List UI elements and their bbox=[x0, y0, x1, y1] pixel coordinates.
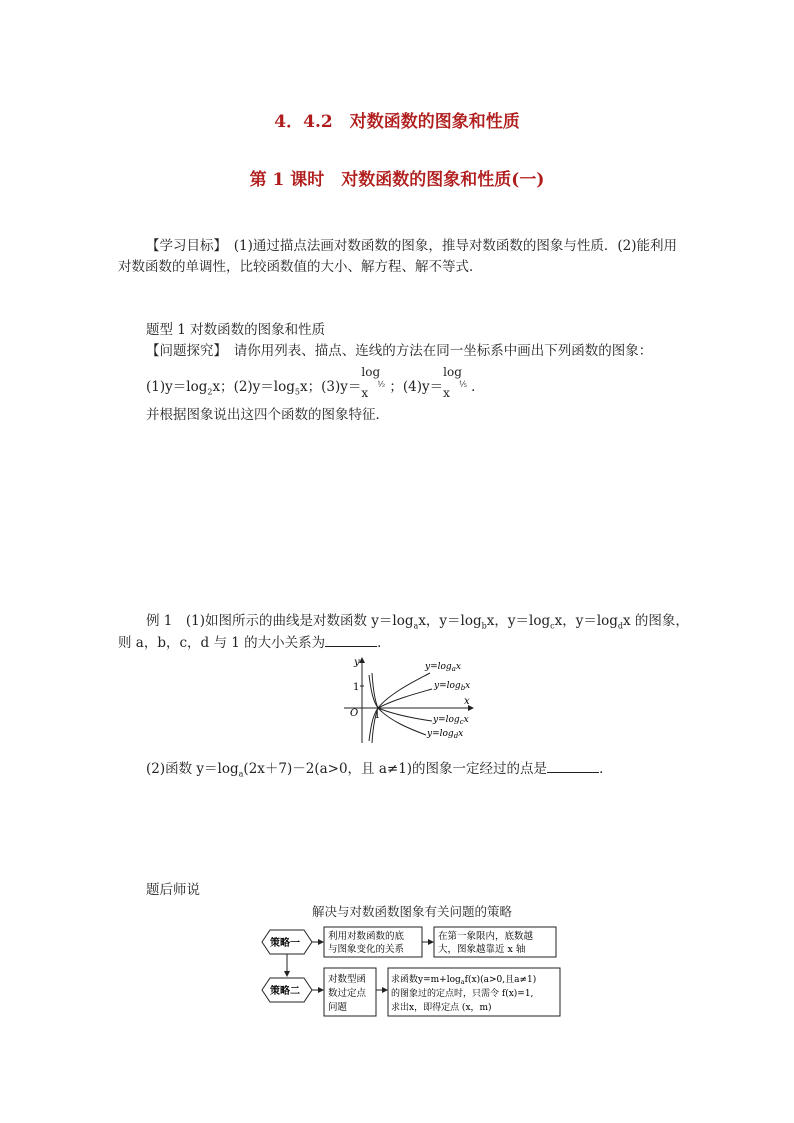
down-connector-head bbox=[284, 971, 290, 977]
strategy-title: 解决与对数函数图象有关问题的策略 bbox=[311, 904, 512, 919]
learning-goals bbox=[118, 236, 678, 278]
strategy-2-box2-line2: 的图象过的定点时，只需令 f(x)=1, bbox=[391, 989, 534, 999]
origin-label: O bbox=[350, 708, 359, 719]
strategy-1-box2-line2: 大，图象越靠近 x 轴 bbox=[438, 944, 526, 955]
example1-line1: 例 1 (1)如图所示的曲线是对数函数 $y=\log_ax$，$y=\log_bx$，$y=\log_cx$，$y=\log_dx$ 的图象， bbox=[146, 613, 689, 631]
strategy-2-box1-line1: 对数型函 bbox=[328, 974, 367, 985]
answer-blank-1[interactable] bbox=[325, 632, 377, 647]
goals-label: 【学习目标】 bbox=[146, 238, 221, 254]
strategy-2-box2-line3: 求出x，即得定点 (x，m) bbox=[391, 1003, 492, 1013]
strategy-1-box2-line1: 在第一象限内，底数越 bbox=[438, 931, 534, 942]
strategy-2-label: 策略二 bbox=[270, 986, 300, 997]
teacher-notes-title: 题后师说 bbox=[146, 882, 200, 898]
strategy-2-box1-line3: 问题 bbox=[328, 1002, 348, 1013]
strategy-1-box1-line1: 利用对数函数的底 bbox=[328, 931, 405, 942]
arrow-1b-head bbox=[428, 939, 434, 945]
explore-label: 【问题探究】 bbox=[146, 343, 221, 359]
goals-text: (1)通过描点法画对数函数的图象，推导对数函数的图象与性质．(2)能利用对数函数的单调性，比较函数值的大小、解方程、解不等式． bbox=[118, 238, 677, 275]
function-list bbox=[146, 365, 485, 403]
strategy-2-box2-line1: 求函数$y=m+\log_af(x)(a>0$,且a≠1) bbox=[391, 975, 537, 986]
log-curves-graph bbox=[340, 653, 480, 745]
x-axis-label: x bbox=[464, 696, 470, 707]
type1-title: 题型 1 对数函数的图象和性质 bbox=[146, 322, 326, 338]
func-4: (4)y＝ log x ⅕ ． bbox=[402, 365, 485, 400]
curve-d-label: $y=\log_dx$ bbox=[427, 729, 464, 740]
func-1: $(1)y=\log_2x$； bbox=[146, 379, 234, 397]
section-title: 4．4.2 对数函数的图象和性质 bbox=[274, 112, 520, 132]
y-axis-arrow bbox=[359, 657, 365, 663]
arrow-2a-head bbox=[318, 987, 324, 993]
x-one-label: 1 bbox=[374, 710, 381, 721]
curve-a bbox=[369, 673, 430, 741]
feature-question: 并根据图象说出这四个函数的图象特征． bbox=[146, 407, 389, 423]
y-axis-label: y bbox=[354, 657, 360, 668]
strategy-1-box1-line2: 与图象变化的关系 bbox=[328, 944, 405, 955]
strategy-2-box1-line2: 数过定点 bbox=[328, 988, 367, 999]
strategy-1-row bbox=[262, 927, 556, 957]
answer-blank-2[interactable] bbox=[547, 758, 599, 773]
log-fifth: log x ⅕ bbox=[443, 365, 467, 400]
func-3: (3)y＝ log x ½ ； bbox=[321, 365, 403, 400]
curve-b bbox=[372, 689, 432, 743]
curve-c-label: $y=\log_cx$ bbox=[433, 715, 469, 726]
example1-part2: (2)函数 $y=\log_a(2x+7)-2(a>0$，且 a≠1)的图象一定经过的点是 ． bbox=[146, 758, 613, 785]
arrow-1a-head bbox=[318, 939, 324, 945]
curve-a-label: $y=\log_ax$ bbox=[425, 662, 461, 673]
example1-line2: 则 a，b，c，d 与 1 的大小关系为 ． bbox=[118, 632, 391, 654]
arrow-2b-head bbox=[382, 987, 388, 993]
strategy-2-row bbox=[262, 968, 560, 1016]
strategy-diagram bbox=[256, 922, 566, 1022]
y-one-label: 1 bbox=[353, 682, 360, 693]
explore-text: 请你用列表、描点、连线的方法在同一坐标系中画出下列函数的图象： bbox=[233, 343, 653, 359]
curve-c bbox=[372, 673, 432, 721]
strategy-1-label: 策略一 bbox=[270, 938, 300, 949]
explore-line bbox=[146, 341, 652, 362]
log-half: log x ½ bbox=[361, 365, 386, 400]
curve-d bbox=[369, 675, 426, 735]
curve-b-label: $y=\log_bx$ bbox=[434, 681, 471, 692]
example-label: 例 1 bbox=[146, 613, 173, 629]
func-2: $(2)y=\log_5x$； bbox=[233, 379, 322, 397]
lesson-title: 第 1 课时 对数函数的图象和性质(一) bbox=[249, 170, 545, 190]
